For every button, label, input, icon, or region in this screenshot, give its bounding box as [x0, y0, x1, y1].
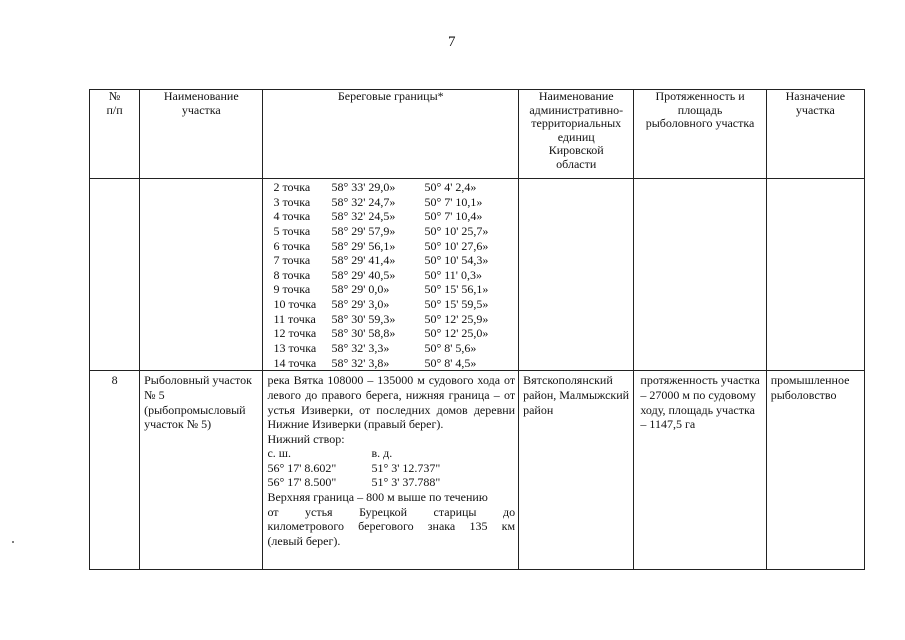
upper-boundary-line: (левый берег).: [267, 533, 341, 548]
point-row: [273, 341, 518, 356]
point-row: [273, 282, 518, 297]
header-name: Наименование участка: [140, 90, 263, 179]
point-lon: 50° 15' 59,5»: [424, 297, 489, 312]
point-lbl: 9 точка: [273, 282, 311, 297]
upper-boundary-line: Верхняя граница – 800 м выше по течению: [267, 490, 488, 505]
point-lat: 58° 32' 3,8»: [331, 355, 390, 370]
header-purpose: Назначение участка: [766, 90, 864, 179]
point-lbl: 3 точка: [273, 194, 311, 209]
point-lon: 50° 10' 25,7»: [424, 223, 489, 238]
points-list: [263, 179, 519, 371]
coord-row: 56° 17' 8.602" 51° 3' 12.737": [267, 460, 441, 475]
point-lbl: 12 точка: [273, 326, 317, 341]
point-lbl: 4 точка: [273, 209, 311, 224]
area-name: Рыболовный участок № 5 (рыбопромысловый участок № 5): [140, 371, 263, 570]
area-boundaries: [263, 371, 519, 570]
lower-section-title: Нижний створ:: [267, 431, 345, 446]
point-lon: 50° 7' 10,4»: [424, 209, 483, 224]
point-lat: 58° 29' 41,4»: [331, 253, 396, 268]
point-lbl: 6 точка: [273, 238, 311, 253]
upper-boundary-line: километрового берегового знака 135 км: [267, 519, 516, 534]
point-lat: 58° 32' 24,7»: [331, 194, 396, 209]
point-lon: 50° 12' 25,0»: [424, 326, 489, 341]
point-lbl: 13 точка: [273, 341, 317, 356]
point-lat: 58° 32' 24,5»: [331, 209, 396, 224]
page-number: 7: [448, 34, 456, 50]
header-boundaries: Береговые границы*: [263, 90, 519, 179]
point-lon: 50° 8' 4,5»: [424, 355, 477, 370]
point-row: [273, 180, 518, 195]
point-lat: 58° 30' 59,3»: [331, 311, 396, 326]
point-row: [273, 253, 518, 268]
point-lon: 50° 12' 25,9»: [424, 311, 489, 326]
point-lon: 50° 8' 5,6»: [424, 341, 477, 356]
admin-units: Вятскополянский район, Малмыжский район: [519, 371, 634, 570]
table-header-row: [90, 90, 865, 179]
header-length: Протяженность и площадь рыболовного участка: [634, 90, 766, 179]
point-lbl: 2 точка: [273, 180, 311, 194]
point-row: [273, 239, 518, 254]
header-admin: Наименование административно- территориальных единиц Кировской области: [519, 90, 634, 179]
point-row: [273, 195, 518, 210]
point-lbl: 7 точка: [273, 253, 311, 268]
point-row: [273, 209, 518, 224]
point-lon: 50° 4' 2,4»: [424, 180, 477, 194]
point-lon: 50° 15' 56,1»: [424, 282, 489, 297]
coord-row: 56° 17' 8.500" 51° 3' 37.788": [267, 475, 441, 490]
point-row: [273, 312, 518, 327]
length-area: протяженность участка – 27000 м по судовому ходу, площадь участка – 1147,5 га: [634, 371, 766, 570]
scan-speck: [12, 541, 14, 543]
point-lon: 50° 10' 27,6»: [424, 238, 489, 253]
upper-boundary-line: от устья Бурецкой старицы до: [267, 504, 516, 519]
point-lbl: 5 точка: [273, 223, 311, 238]
header-num: № п/п: [90, 90, 140, 179]
point-lat: 58° 29' 57,9»: [331, 223, 396, 238]
purpose: промышленное рыболовство: [766, 371, 864, 570]
point-row: [273, 356, 518, 371]
fishing-areas-table: [89, 89, 865, 570]
point-lat: 58° 29' 3,0»: [331, 297, 390, 312]
point-row: [273, 297, 518, 312]
point-lbl: 10 точка: [273, 297, 317, 312]
point-row: [273, 268, 518, 283]
coord-header: с. ш. в. д.: [267, 446, 393, 461]
point-lbl: 8 точка: [273, 267, 311, 282]
point-lbl: 14 точка: [273, 355, 317, 370]
point-lat: 58° 32' 3,3»: [331, 341, 390, 356]
point-lon: 50° 10' 54,3»: [424, 253, 489, 268]
row-number: 8: [90, 371, 140, 570]
point-lon: 50° 7' 10,1»: [424, 194, 483, 209]
point-lat: 58° 29' 56,1»: [331, 238, 396, 253]
point-lbl: 11 точка: [273, 311, 316, 326]
table-row-points: [90, 179, 865, 371]
table-row-8: [90, 371, 865, 570]
point-row: [273, 224, 518, 239]
point-lat: 58° 30' 58,8»: [331, 326, 396, 341]
point-lat: 58° 29' 0,0»: [331, 282, 390, 297]
point-lat: 58° 33' 29,0»: [331, 180, 396, 194]
river-description: река Вятка 108000 – 135000 м судового хода от левого до правого берега, нижняя граница – от устья Изиверки, от последних домов деревни Нижние Изиверки (правый берег).: [267, 373, 516, 432]
point-lon: 50° 11' 0,3»: [424, 267, 482, 282]
point-lat: 58° 29' 40,5»: [331, 267, 396, 282]
point-row: [273, 326, 518, 341]
